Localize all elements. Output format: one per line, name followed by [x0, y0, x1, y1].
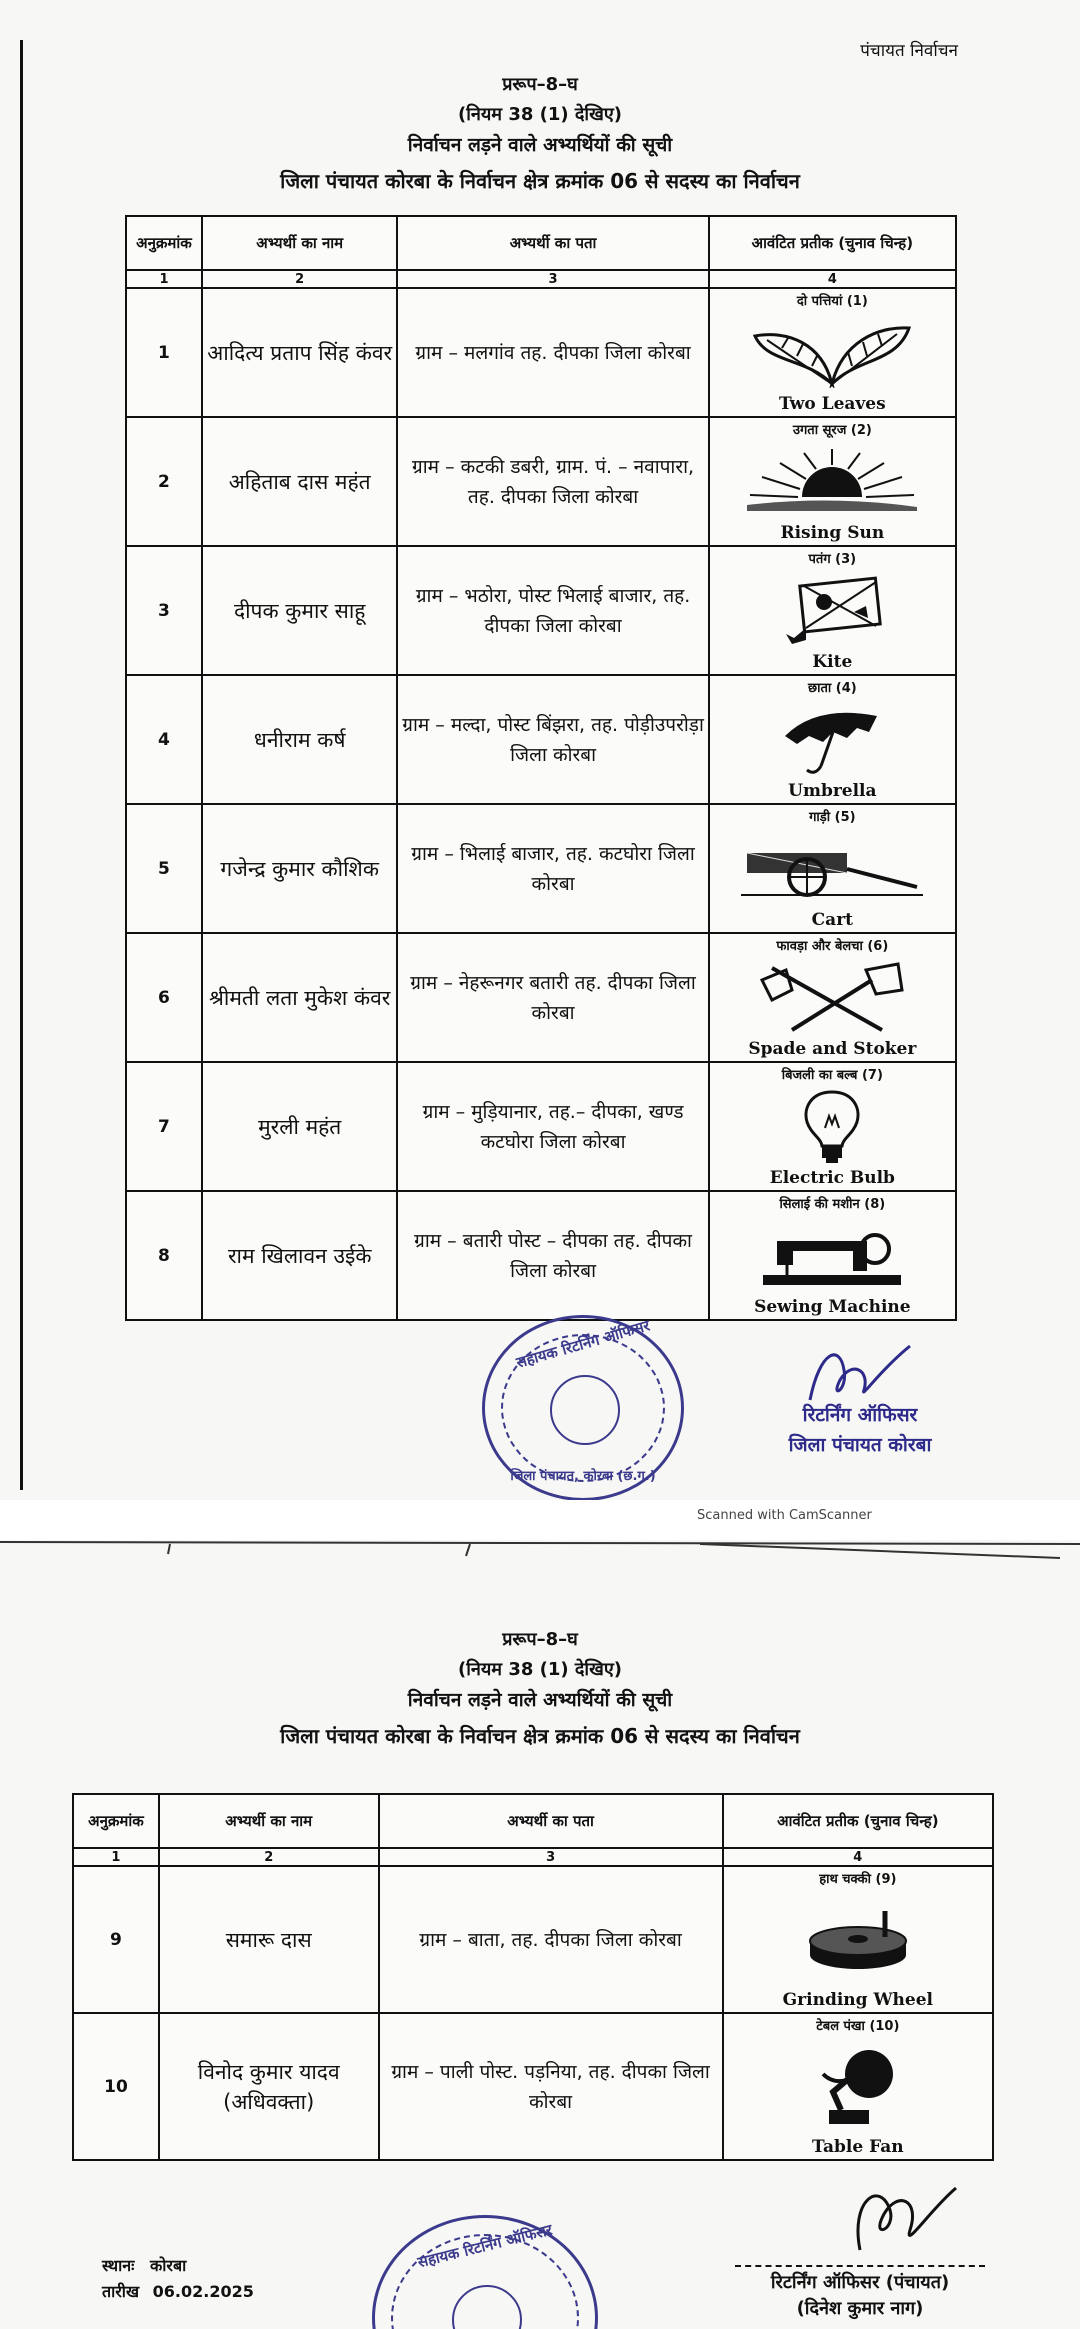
candidate-name: श्रीमती लता मुकेश कंवर: [202, 933, 398, 1062]
symbol-name-hindi: बिजली का बल्ब (7): [781, 1068, 883, 1083]
candidate-name: आदित्य प्रताप सिंह कंवर: [202, 288, 398, 417]
signature-line: [735, 2265, 985, 2267]
serial-number: 1: [126, 288, 202, 417]
grinding-wheel-icon: [803, 1905, 913, 1975]
rising-sun-icon: [742, 447, 922, 517]
symbol-cell: [709, 417, 956, 546]
candidate-address: ग्राम – भिलाई बाजार, तह. कटघोरा जिला कोरबा: [397, 804, 708, 933]
serial-number: 2: [126, 417, 202, 546]
table-row: [126, 1062, 956, 1191]
official-seal: [482, 1315, 684, 1500]
rule-reference: (नियम 38 (1) देखिए): [457, 104, 623, 125]
symbol-name-english: Two Leaves: [778, 394, 886, 414]
symbol-name-english: Grinding Wheel: [782, 1990, 933, 2010]
candidate-address: ग्राम – कटकी डबरी, ग्राम. पं. – नवापारा, तह. दीपका जिला कोरबा: [397, 417, 708, 546]
column-number: 3: [379, 1848, 723, 1866]
symbol-name-hindi: दो पत्तियां (1): [796, 294, 868, 309]
candidate-address: ग्राम – नेहरूनगर बतारी तह. दीपका जिला कोरबा: [397, 933, 708, 1062]
signature-block: [770, 1400, 950, 1460]
form-number: प्ररूप–8–घ: [502, 1629, 578, 1650]
symbol-name-hindi: टेबल पंखा (10): [816, 2019, 900, 2034]
scanner-watermark-strip: [0, 1500, 1080, 1540]
symbol-name-hindi: पतंग (3): [808, 552, 857, 567]
candidate-name: गजेन्द्र कुमार कौशिक: [202, 804, 398, 933]
candidate-address: ग्राम – बतारी पोस्ट – दीपका तह. दीपका जिला कोरबा: [397, 1191, 708, 1320]
candidate-address: ग्राम – मुड़ियानार, तह.– दीपका, खण्ड कटघोरा जिला कोरबा: [397, 1062, 708, 1191]
symbol-cell: [709, 804, 956, 933]
column-number: 1: [126, 270, 202, 288]
symbol-cell: [709, 546, 956, 675]
column-header: आवंटित प्रतीक (चुनाव चिन्ह): [709, 216, 956, 270]
symbol-cell: [709, 675, 956, 804]
serial-number: 6: [126, 933, 202, 1062]
candidate-name: दीपक कुमार साहू: [202, 546, 398, 675]
document-header: [0, 70, 1080, 196]
serial-number: 10: [73, 2013, 159, 2160]
signature-block: [730, 2270, 990, 2322]
serial-number: 7: [126, 1062, 202, 1191]
symbol-cell: [723, 1866, 993, 2013]
symbol-cell: [709, 288, 956, 417]
date-label: तारीख: [102, 2282, 140, 2301]
table-header-row: [126, 216, 956, 270]
table-row: [73, 2013, 993, 2160]
candidate-name: राम खिलावन उईके: [202, 1191, 398, 1320]
electric-bulb-icon: [797, 1088, 867, 1166]
document-page-2: [0, 1540, 1080, 2329]
signatory-office: जिला पंचायत कोरबा: [788, 1434, 932, 1456]
column-header: अभ्यर्थी का पता: [397, 216, 708, 270]
candidate-name: अहिताब दास महंत: [202, 417, 398, 546]
column-number-row: [126, 270, 956, 288]
signatory-name: (दिनेश कुमार नाग): [796, 2298, 924, 2319]
rule-reference: (नियम 38 (1) देखिए): [457, 1659, 623, 1680]
column-number: 2: [202, 270, 398, 288]
column-header: अनुक्रमांक: [73, 1794, 159, 1848]
kite-icon: [772, 576, 892, 646]
date-line: [102, 2279, 254, 2305]
constituency-subtitle: जिला पंचायत कोरबा के निर्वाचन क्षेत्र क्रमांक 06 से सदस्य का निर्वाचन: [280, 169, 800, 193]
symbol-name-hindi: गाड़ी (5): [809, 810, 856, 825]
candidate-address: ग्राम – मलगांव तह. दीपका जिला कोरबा: [397, 288, 708, 417]
table-fan-icon: [803, 2044, 913, 2130]
place-value: कोरबा: [149, 2256, 187, 2275]
table-header-row: [73, 1794, 993, 1848]
candidate-name: विनोद कुमार यादव (अधिवक्ता): [159, 2013, 379, 2160]
table-row: [126, 546, 956, 675]
serial-number: 5: [126, 804, 202, 933]
column-header: अनुक्रमांक: [126, 216, 202, 270]
symbol-name-english: Sewing Machine: [754, 1297, 911, 1317]
symbol-name-english: Table Fan: [812, 2137, 904, 2157]
column-number: 4: [723, 1848, 993, 1866]
candidate-name: समारू दास: [159, 1866, 379, 2013]
candidate-name: मुरली महंत: [202, 1062, 398, 1191]
symbol-name-hindi: उगता सूरज (2): [792, 423, 872, 438]
symbol-name-hindi: हाथ चक्की (9): [819, 1872, 897, 1887]
signatory-title: रिटर्निंग ऑफिसर (पंचायत): [770, 2272, 950, 2293]
table-row: [73, 1866, 993, 2013]
umbrella-icon: [777, 702, 887, 778]
table-row: [126, 1191, 956, 1320]
table-row: [126, 804, 956, 933]
cart-icon: [737, 839, 927, 899]
candidate-address: ग्राम – बाता, तह. दीपका जिला कोरबा: [379, 1866, 723, 2013]
symbol-name-english: Umbrella: [788, 781, 877, 801]
corner-note: पंचायत निर्वाचन: [860, 41, 958, 61]
candidate-address: ग्राम – मल्दा, पोस्ट बिंझरा, तह. पोड़ीउपरोड़ा जिला कोरबा: [397, 675, 708, 804]
serial-number: 3: [126, 546, 202, 675]
page-edge-line: [20, 40, 23, 1490]
place-date-block: [102, 2253, 254, 2305]
seal-text-top: सहायक रिटर्निंग ऑफिसर: [514, 1316, 652, 1372]
list-title: निर्वाचन लड़ने वाले अभ्यर्थियों की सूची: [407, 134, 673, 156]
column-number: 2: [159, 1848, 379, 1866]
seal-text-top: सहायक रिटर्निंग ऑफिसर: [415, 2220, 555, 2272]
symbol-name-english: Electric Bulb: [769, 1168, 895, 1188]
date-value: 06.02.2025: [152, 2282, 254, 2301]
column-number: 4: [709, 270, 956, 288]
candidate-name: धनीराम कर्ष: [202, 675, 398, 804]
serial-number: 4: [126, 675, 202, 804]
torn-page-edge: [0, 1540, 1080, 1560]
symbol-cell: [723, 2013, 993, 2160]
column-number: 3: [397, 270, 708, 288]
column-header: अभ्यर्थी का नाम: [202, 216, 398, 270]
table-row: [126, 933, 956, 1062]
signatory-title: रिटर्निंग ऑफिसर: [802, 1404, 918, 1426]
signature-scribble: [840, 2170, 960, 2260]
list-title: निर्वाचन लड़ने वाले अभ्यर्थियों की सूची: [407, 1689, 673, 1711]
two-leaves-icon: [747, 318, 917, 388]
table-row: [126, 675, 956, 804]
symbol-name-english: Spade and Stoker: [748, 1039, 917, 1059]
column-number-row: [73, 1848, 993, 1866]
column-number: 1: [73, 1848, 159, 1866]
table-row: [126, 288, 956, 417]
symbol-name-english: Cart: [811, 910, 854, 930]
place-label: स्थानः: [102, 2256, 135, 2275]
candidate-table: [125, 215, 957, 1321]
candidate-address: ग्राम – पाली पोस्ट. पड़निया, तह. दीपका जिला कोरबा: [379, 2013, 723, 2160]
symbol-cell: [709, 1191, 956, 1320]
symbol-cell: [709, 1062, 956, 1191]
symbol-name-hindi: फावड़ा और बेलचा (6): [776, 939, 889, 954]
symbol-name-english: Kite: [812, 652, 853, 672]
candidate-address: ग्राम – भठोरा, पोस्ट भिलाई बाजार, तह. दीपका जिला कोरबा: [397, 546, 708, 675]
symbol-name-hindi: छाता (4): [807, 681, 857, 696]
place-line: [102, 2253, 254, 2279]
seal-text-bottom: जिला पंचायत, कोरबा (छ.ग.): [510, 1469, 656, 1484]
serial-number: 9: [73, 1866, 159, 2013]
scanner-watermark: Scanned with CamScanner: [697, 1508, 872, 1523]
document-header: [0, 1625, 1080, 1751]
sewing-machine-icon: [757, 1221, 907, 1291]
symbol-name-hindi: सिलाई की मशीन (8): [779, 1197, 886, 1212]
column-header: अभ्यर्थी का पता: [379, 1794, 723, 1848]
table-row: [126, 417, 956, 546]
symbol-cell: [709, 933, 956, 1062]
spade-stoker-icon: [752, 960, 912, 1036]
constituency-subtitle: जिला पंचायत कोरबा के निर्वाचन क्षेत्र क्रमांक 06 से सदस्य का निर्वाचन: [280, 1724, 800, 1748]
serial-number: 8: [126, 1191, 202, 1320]
symbol-name-english: Rising Sun: [780, 523, 885, 543]
candidate-table: [72, 1793, 994, 2161]
form-number: प्ररूप–8–घ: [502, 74, 578, 95]
official-seal: [372, 2215, 598, 2329]
column-header: अभ्यर्थी का नाम: [159, 1794, 379, 1848]
column-header: आवंटित प्रतीक (चुनाव चिन्ह): [723, 1794, 993, 1848]
